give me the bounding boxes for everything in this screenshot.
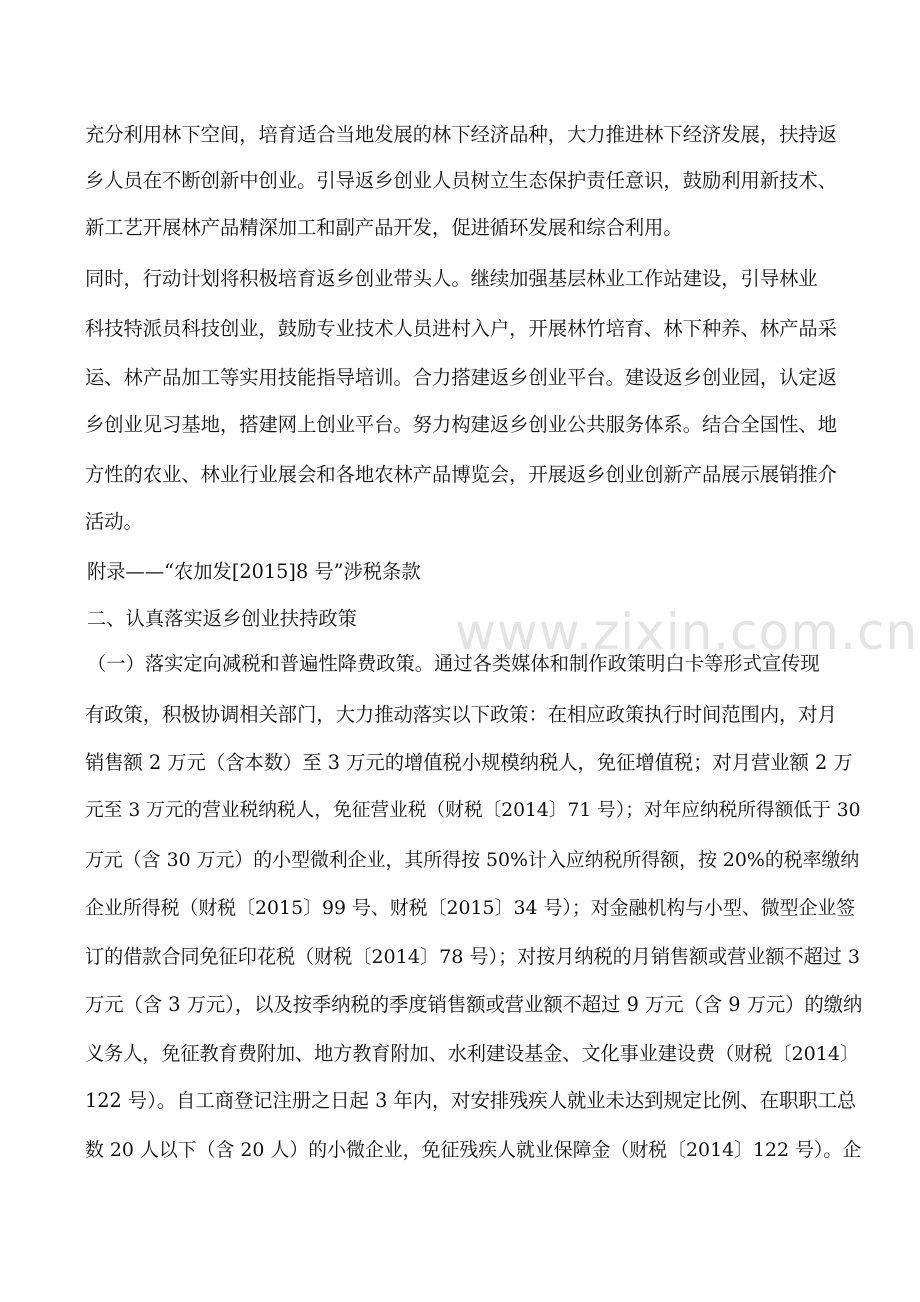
paragraph-2-line-6: 活动。: [85, 510, 143, 533]
paragraph-3-line-7: 订的借款合同免征印花税（财税〔2014〕78 号）；对按月纳税的月销售额或营业额不超过 3: [85, 945, 860, 968]
watermark: www.zixin.com.cn: [455, 603, 919, 661]
paragraph-3-line-8: 万元（含 3 万元），以及按季纳税的季度销售额或营业额不超过 9 万元（含 9 万元）的缴纳: [85, 993, 863, 1016]
appendix-heading: 附录——“农加发[2015]8 号”涉税条款: [87, 560, 421, 583]
paragraph-3-line-10: 122 号）。自工商登记注册之日起 3 年内，对安排残疾人就业未达到规定比例、在职职工总: [85, 1089, 857, 1112]
paragraph-3-line-4: 元至 3 万元的营业税纳税人，免征营业税（财税〔2014〕71 号）；对年应纳税所得额低于 30: [85, 800, 861, 821]
paragraph-2-line-5: 方性的农业、林业行业展会和各地农林产品博览会，开展返乡创业创新产品展示展销推介: [85, 463, 837, 486]
paragraph-3-line-9: 义务人，免征教育费附加、地方教育附加、水利建设基金、文化事业建设费（财税〔2014〕: [85, 1042, 860, 1065]
paragraph-3-line-11: 数 20 人以下（含 20 人）的小微企业，免征残疾人就业保障金（财税〔2014〕122 号）。企: [85, 1139, 862, 1161]
paragraph-3-line-2: 有政策，积极协调相关部门，大力推动落实以下政策：在相应政策执行时间范围内，对月: [85, 703, 837, 726]
paragraph-1-line-3: 新工艺开展林产品精深加工和副产品开发，促进循环发展和综合利用。: [85, 216, 683, 239]
paragraph-3-line-3: 销售额 2 万元（含本数）至 3 万元的增值税小规模纳税人，免征增值税；对月营业额 2 万: [85, 751, 853, 774]
paragraph-3-line-6: 企业所得税（财税〔2015〕99 号、财税〔2015〕34 号）；对金融机构与小型、微型企业签: [85, 897, 856, 919]
paragraph-2-line-3: 运、林产品加工等实用技能指导培训。合力搭建返乡创业平台。建设返乡创业园，认定返: [85, 366, 837, 389]
paragraph-1-line-1: 充分利用林下空间，培育适合当地发展的林下经济品种，大力推进林下经济发展，扶持返: [85, 123, 837, 146]
paragraph-3-line-1: （一）落实定向减税和普遍性降费政策。通过各类媒体和制作政策明白卡等形式宣传现: [87, 652, 820, 675]
paragraph-2-line-1: 同时，行动计划将积极培育返乡创业带头人。继续加强基层林业工作站建设，引导林业: [85, 267, 818, 290]
paragraph-2-line-2: 科技特派员科技创业，鼓励专业技术人员进村入户，开展林竹培育、林下种养、林产品采: [85, 317, 837, 340]
section-heading: 二、认真落实返乡创业扶持政策: [87, 607, 357, 630]
paragraph-1-line-2: 乡人员在不断创新中创业。引导返乡创业人员树立生态保护责任意识，鼓励利用新技术、: [85, 169, 837, 192]
paragraph-2-line-4: 乡创业见习基地，搭建网上创业平台。努力构建返乡创业公共服务体系。结合全国性、地: [85, 413, 837, 436]
paragraph-3-line-5: 万元（含 30 万元）的小型微利企业，其所得按 50%计入应纳税所得额，按 20%的税率缴纳: [85, 849, 860, 871]
